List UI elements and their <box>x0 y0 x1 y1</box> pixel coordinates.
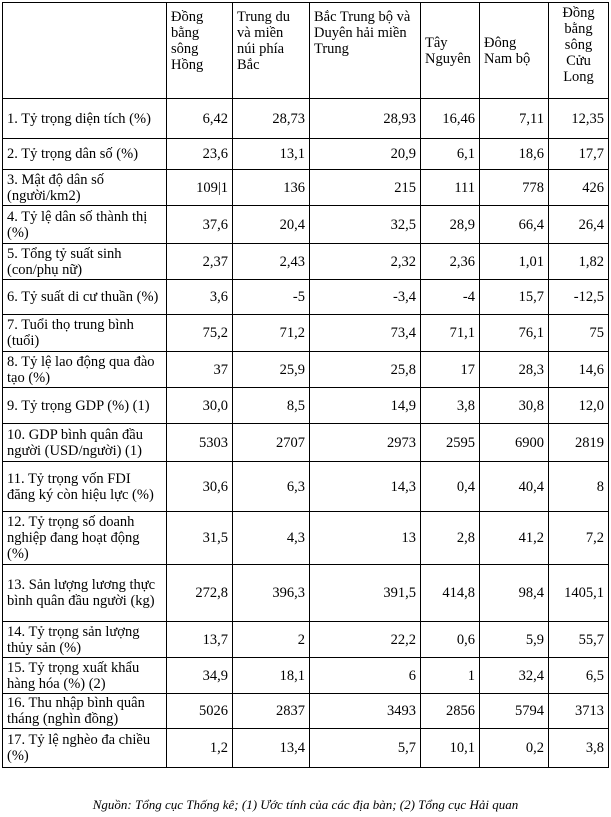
row-label: 1. Tỷ trọng diện tích (%) <box>3 99 167 139</box>
value-cell: 13,1 <box>233 139 310 170</box>
value-cell: 28,9 <box>421 206 480 244</box>
value-cell: 6,42 <box>167 99 233 139</box>
value-cell: 40,4 <box>480 462 549 512</box>
value-cell: 5794 <box>480 694 549 729</box>
value-cell: 23,6 <box>167 139 233 170</box>
header-cell-dong-bang-song-cuu-long: Đồng bằng sông Cửu Long <box>549 3 609 99</box>
value-cell: 109|1 <box>167 170 233 206</box>
value-cell: 1,2 <box>167 729 233 768</box>
value-cell: 272,8 <box>167 565 233 622</box>
value-cell: -12,5 <box>549 280 609 315</box>
row-label: 12. Tỷ trọng số doanh nghiệp đang hoạt động (%) <box>3 512 167 565</box>
value-cell: 3713 <box>549 694 609 729</box>
value-cell: 8,5 <box>233 388 310 424</box>
row-label: 7. Tuổi thọ trung bình (tuổi) <box>3 315 167 352</box>
row-label: 2. Tỷ trọng dân số (%) <box>3 139 167 170</box>
value-cell: 2,8 <box>421 512 480 565</box>
value-cell: 6,1 <box>421 139 480 170</box>
value-cell: 71,1 <box>421 315 480 352</box>
row-label: 9. Tỷ trọng GDP (%) (1) <box>3 388 167 424</box>
value-cell: 5026 <box>167 694 233 729</box>
value-cell: 7,2 <box>549 512 609 565</box>
value-cell: -4 <box>421 280 480 315</box>
header-cell-trung-du-mien-nui-phia-bac: Trung du và miền núi phía Bắc <box>233 3 310 99</box>
value-cell: 75,2 <box>167 315 233 352</box>
value-cell: 22,2 <box>310 622 421 658</box>
table-row <box>3 658 609 694</box>
value-cell: 30,8 <box>480 388 549 424</box>
value-cell: 28,3 <box>480 352 549 388</box>
row-label: 13. Sản lượng lương thực bình quân đầu người (kg) <box>3 565 167 622</box>
value-cell: 13 <box>310 512 421 565</box>
value-cell: 13,7 <box>167 622 233 658</box>
table-row <box>3 280 609 315</box>
value-cell: 10,1 <box>421 729 480 768</box>
value-cell: 15,7 <box>480 280 549 315</box>
table-row <box>3 244 609 280</box>
value-cell: 18,1 <box>233 658 310 694</box>
header-cell-dong-bang-song-hong: Đồng bằng sông Hồng <box>167 3 233 99</box>
row-label: 11. Tỷ trọng vốn FDI đăng ký còn hiệu lực (%) <box>3 462 167 512</box>
region-statistics-table <box>2 2 609 768</box>
value-cell: 5,7 <box>310 729 421 768</box>
value-cell: 396,3 <box>233 565 310 622</box>
value-cell: 41,2 <box>480 512 549 565</box>
value-cell: 391,5 <box>310 565 421 622</box>
value-cell: 778 <box>480 170 549 206</box>
value-cell: 20,9 <box>310 139 421 170</box>
value-cell: 17,7 <box>549 139 609 170</box>
value-cell: 73,4 <box>310 315 421 352</box>
value-cell: 5303 <box>167 424 233 462</box>
value-cell: 32,5 <box>310 206 421 244</box>
value-cell: 2973 <box>310 424 421 462</box>
value-cell: 2837 <box>233 694 310 729</box>
value-cell: 66,4 <box>480 206 549 244</box>
table-row <box>3 622 609 658</box>
header-cell-bac-trung-bo-duyen-hai: Bắc Trung bộ và Duyên hải miền Trung <box>310 3 421 99</box>
value-cell: 37 <box>167 352 233 388</box>
value-cell: 26,4 <box>549 206 609 244</box>
value-cell: 3,6 <box>167 280 233 315</box>
row-label: 8. Tỷ lệ lao động qua đào tạo (%) <box>3 352 167 388</box>
header-row <box>3 3 609 99</box>
value-cell: 3493 <box>310 694 421 729</box>
table-row <box>3 512 609 565</box>
value-cell: 0,2 <box>480 729 549 768</box>
value-cell: 2707 <box>233 424 310 462</box>
value-cell: 71,2 <box>233 315 310 352</box>
value-cell: 14,6 <box>549 352 609 388</box>
value-cell: 13,4 <box>233 729 310 768</box>
table-row <box>3 424 609 462</box>
value-cell: 55,7 <box>549 622 609 658</box>
value-cell: 215 <box>310 170 421 206</box>
value-cell: 0,6 <box>421 622 480 658</box>
value-cell: 75 <box>549 315 609 352</box>
value-cell: 18,6 <box>480 139 549 170</box>
value-cell: 14,3 <box>310 462 421 512</box>
value-cell: 6,3 <box>233 462 310 512</box>
value-cell: 6 <box>310 658 421 694</box>
row-label: 10. GDP bình quân đầu người (USD/người) (1) <box>3 424 167 462</box>
value-cell: 32,4 <box>480 658 549 694</box>
value-cell: 4,3 <box>233 512 310 565</box>
value-cell: 12,35 <box>549 99 609 139</box>
value-cell: 8 <box>549 462 609 512</box>
value-cell: 7,11 <box>480 99 549 139</box>
value-cell: 2 <box>233 622 310 658</box>
value-cell: 30,6 <box>167 462 233 512</box>
value-cell: 111 <box>421 170 480 206</box>
value-cell: 3,8 <box>549 729 609 768</box>
value-cell: 14,9 <box>310 388 421 424</box>
value-cell: 6900 <box>480 424 549 462</box>
value-cell: 2595 <box>421 424 480 462</box>
value-cell: 34,9 <box>167 658 233 694</box>
table-row <box>3 352 609 388</box>
value-cell: 2,32 <box>310 244 421 280</box>
value-cell: 1405,1 <box>549 565 609 622</box>
row-label: 17. Tỷ lệ nghèo đa chiều (%) <box>3 729 167 768</box>
value-cell: 28,73 <box>233 99 310 139</box>
value-cell: 31,5 <box>167 512 233 565</box>
row-label: 3. Mật độ dân số (người/km2) <box>3 170 167 206</box>
value-cell: 5,9 <box>480 622 549 658</box>
table-row <box>3 170 609 206</box>
value-cell: 98,4 <box>480 565 549 622</box>
source-footnote: Nguồn: Tổng cục Thống kê; (1) Ước tính của các địa bàn; (2) Tổng cục Hải quan <box>92 797 519 812</box>
value-cell: 0,4 <box>421 462 480 512</box>
value-cell: 1 <box>421 658 480 694</box>
value-cell: 136 <box>233 170 310 206</box>
row-label: 16. Thu nhập bình quân tháng (nghìn đồng) <box>3 694 167 729</box>
value-cell: 17 <box>421 352 480 388</box>
table-row <box>3 99 609 139</box>
value-cell: 2,36 <box>421 244 480 280</box>
table-row <box>3 462 609 512</box>
value-cell: 28,93 <box>310 99 421 139</box>
value-cell: 2856 <box>421 694 480 729</box>
value-cell: 1,01 <box>480 244 549 280</box>
value-cell: 414,8 <box>421 565 480 622</box>
row-label: 6. Tỷ suất di cư thuần (%) <box>3 280 167 315</box>
value-cell: 37,6 <box>167 206 233 244</box>
row-label: 5. Tổng tỷ suất sinh (con/phụ nữ) <box>3 244 167 280</box>
header-cell-tay-nguyen: Tây Nguyên <box>421 3 480 99</box>
value-cell: -3,4 <box>310 280 421 315</box>
value-cell: -5 <box>233 280 310 315</box>
value-cell: 25,8 <box>310 352 421 388</box>
table-row <box>3 139 609 170</box>
row-label: 4. Tỷ lệ dân số thành thị (%) <box>3 206 167 244</box>
value-cell: 30,0 <box>167 388 233 424</box>
row-label: 14. Tỷ trọng sản lượng thủy sản (%) <box>3 622 167 658</box>
value-cell: 76,1 <box>480 315 549 352</box>
value-cell: 426 <box>549 170 609 206</box>
value-cell: 2,43 <box>233 244 310 280</box>
table-row <box>3 206 609 244</box>
value-cell: 1,82 <box>549 244 609 280</box>
table-row <box>3 388 609 424</box>
value-cell: 25,9 <box>233 352 310 388</box>
value-cell: 16,46 <box>421 99 480 139</box>
table-row <box>3 315 609 352</box>
header-cell-dong-nam-bo: Đông Nam bộ <box>480 3 549 99</box>
value-cell: 12,0 <box>549 388 609 424</box>
value-cell: 6,5 <box>549 658 609 694</box>
value-cell: 2,37 <box>167 244 233 280</box>
value-cell: 2819 <box>549 424 609 462</box>
table-row <box>3 729 609 768</box>
row-label: 15. Tỷ trọng xuất khẩu hàng hóa (%) (2) <box>3 658 167 694</box>
value-cell: 20,4 <box>233 206 310 244</box>
table-row <box>3 565 609 622</box>
header-cell-blank <box>3 3 167 99</box>
value-cell: 3,8 <box>421 388 480 424</box>
table-row <box>3 694 609 729</box>
